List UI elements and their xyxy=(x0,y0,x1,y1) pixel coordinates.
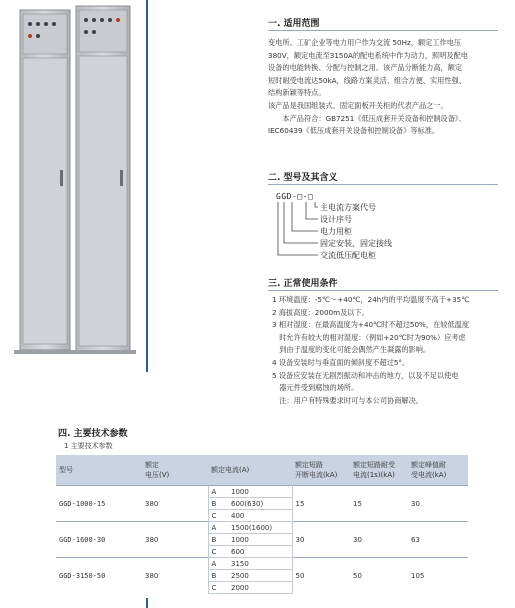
cell-scheme: B xyxy=(208,570,228,582)
cell-scheme: A xyxy=(208,486,228,498)
section-rule xyxy=(268,184,498,185)
table-header-row xyxy=(56,455,468,486)
application-text-line: 结构新颖等特点。 xyxy=(268,88,326,98)
application-text-line: 380V，额定电流至3150A的配电系统中作为动力，照明及配电 xyxy=(268,50,468,60)
cell-model: GGD-1600-30 xyxy=(56,522,142,558)
table-row xyxy=(56,486,468,498)
section-title-params: 四. 主要技术参数 xyxy=(58,429,128,439)
cell-peak: 30 xyxy=(408,486,468,522)
cell-model: GGD-1000-15 xyxy=(56,486,142,522)
condition-line: 到由于温度的变化可能会偶然产生凝露的影响。 xyxy=(272,345,431,355)
cell-current: 600 xyxy=(228,546,292,558)
cell-peak: 105 xyxy=(408,558,468,594)
model-diagram xyxy=(272,192,452,272)
cell-current: 400 xyxy=(228,510,292,522)
section-title-conditions: 三. 正常使用条件 xyxy=(268,279,338,289)
condition-line: 器元件受到腐蚀的场所。 xyxy=(272,383,359,393)
cell-scheme: C xyxy=(208,546,228,558)
cell-short-time: 50 xyxy=(350,558,408,594)
section-rule xyxy=(268,30,498,31)
cell-short-time: 15 xyxy=(350,486,408,522)
page-divider-line-bottom xyxy=(146,598,148,608)
conditions-list xyxy=(272,294,469,407)
cell-scheme: C xyxy=(208,510,228,522)
condition-line: 时允许有较大的相对湿度：（例如+20℃时为90%）应考虑 xyxy=(272,332,466,342)
section-title-model: 二. 型号及其含义 xyxy=(268,173,338,183)
cell-scheme: A xyxy=(208,522,228,534)
section-rule xyxy=(268,290,498,291)
cell-voltage: 380 xyxy=(142,522,208,558)
switchgear-cabinet-image xyxy=(0,0,148,370)
cell-short-time: 30 xyxy=(350,522,408,558)
cell-breaking: 50 xyxy=(292,558,350,594)
model-label-fixed: 固定安装、固定接线 xyxy=(320,239,392,248)
cell-model: GGD-3150-50 xyxy=(56,558,142,594)
header-model: 型号 xyxy=(56,455,142,486)
cell-scheme: B xyxy=(208,498,228,510)
header-voltage: 额定 电压(V) xyxy=(142,455,208,486)
application-text-line: 短时耐受电流达50kA，线路方案灵活、组合方便、实用性强、 xyxy=(268,75,466,85)
application-text-line: 本产品符合：GB7251《低压成套开关设备和控制设备》、 xyxy=(268,113,466,123)
model-label-ac: 交流低压配电柜 xyxy=(320,251,376,260)
cell-scheme: B xyxy=(208,534,228,546)
page-divider-line xyxy=(146,0,148,372)
cell-current: 600(630) xyxy=(228,498,292,510)
header-peak: 额定峰值耐 受电流(kA) xyxy=(408,455,468,486)
application-text-line: 该产品是我国组装式、固定面板开关柜的代表产品之一。 xyxy=(268,100,448,110)
application-text xyxy=(268,37,468,138)
params-table-wrap xyxy=(56,455,468,594)
cell-voltage: 380 xyxy=(142,486,208,522)
application-text-line: 设备的电能转换、分配与控制之用。该产品分断能力高，额定 xyxy=(268,63,463,73)
condition-line: 5 设备应安装在无剧烈振动和冲击的地方，以及不足以使电 xyxy=(272,370,459,380)
cell-current: 1000 xyxy=(228,486,292,498)
cell-current: 2000 xyxy=(228,582,292,594)
condition-line: 4 设备安装时与垂直面的倾斜度不超过5°。 xyxy=(272,357,410,367)
cell-peak: 63 xyxy=(408,522,468,558)
header-current: 额定电流(A) xyxy=(208,455,292,486)
cell-current: 1000 xyxy=(228,534,292,546)
condition-line: 注：用户有特殊要求时可与本公司协商解决。 xyxy=(272,395,423,405)
table-row xyxy=(56,522,468,534)
model-label-power: 电力用柜 xyxy=(320,227,352,236)
cell-current: 2500 xyxy=(228,570,292,582)
cell-breaking: 15 xyxy=(292,486,350,522)
params-subtitle: 1 主要技术参数 xyxy=(64,442,113,450)
header-breaking: 额定短路 开断电流(kA) xyxy=(292,455,350,486)
cell-scheme: A xyxy=(208,558,228,570)
condition-line: 2 海拔高度：2000m及以下。 xyxy=(272,307,369,317)
condition-line: 1 环境温度：-5℃～+40℃，24h内的平均温度不高于+35℃ xyxy=(272,295,470,304)
condition-line: 3 相对湿度：在最高温度为+40℃时不超过50%，在较低温度 xyxy=(272,320,470,330)
model-code: GGD-□-□ xyxy=(276,192,314,201)
params-table xyxy=(56,455,468,594)
section-title-application: 一. 适用范围 xyxy=(268,19,320,29)
cell-voltage: 380 xyxy=(142,558,208,594)
table-row xyxy=(56,558,468,570)
model-label-scheme: 主电流方案代号 xyxy=(320,203,376,212)
cell-scheme: C xyxy=(208,582,228,594)
cell-current: 3150 xyxy=(228,558,292,570)
application-text-line: IEC60439《低压成套开关设备和控制设备》等标准。 xyxy=(268,126,440,136)
cell-breaking: 30 xyxy=(292,522,350,558)
cell-current: 1500(1600) xyxy=(228,522,292,534)
model-label-design: 设计序号 xyxy=(320,215,352,224)
application-text-line: 变电所、工矿企业等电力用户作为交流 50Hz，额定工作电压 xyxy=(268,38,462,47)
header-short-time: 额定短路耐受 电流(1s)(kA) xyxy=(350,455,408,486)
